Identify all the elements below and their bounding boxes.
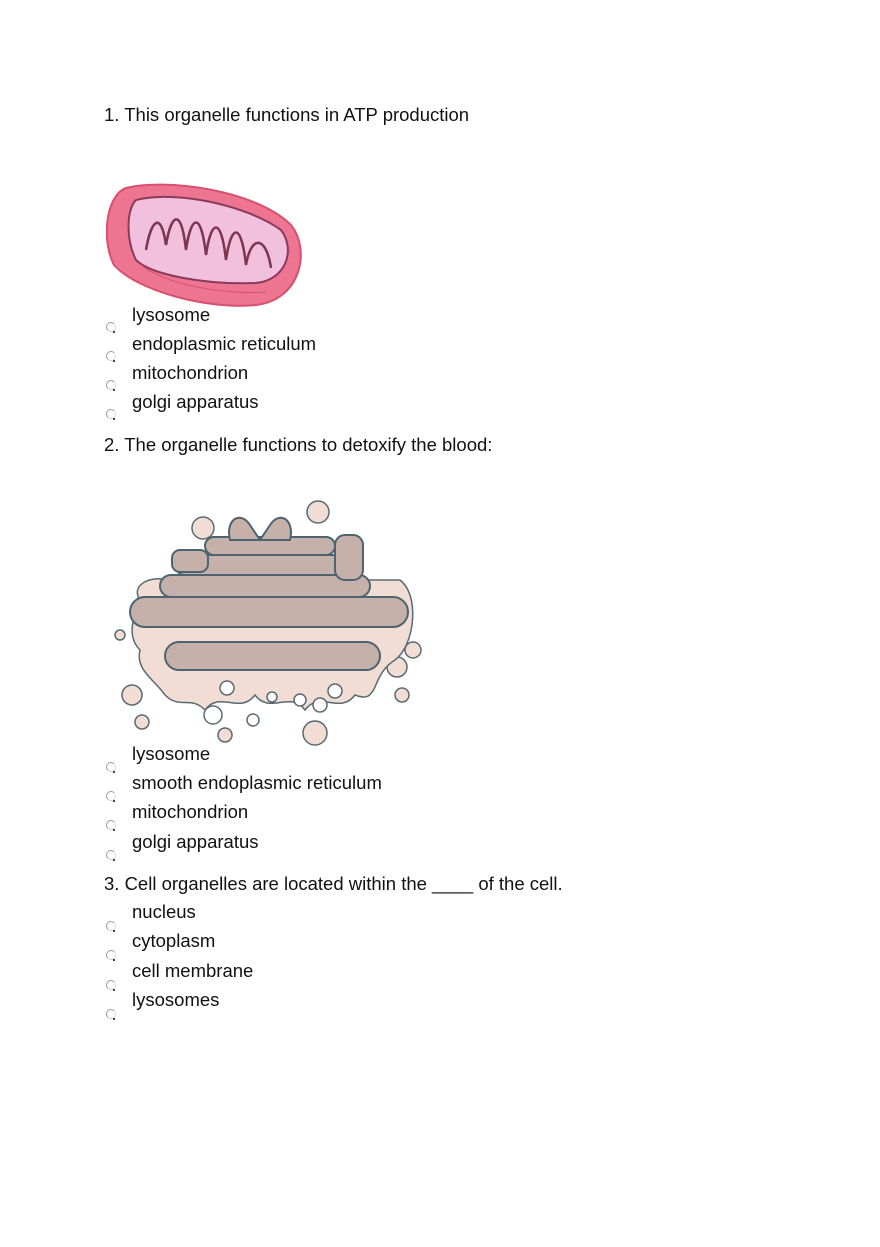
q2-radio-3[interactable] bbox=[106, 820, 116, 830]
question-1-text: 1. This organelle functions in ATP production bbox=[104, 104, 470, 125]
q2-option-mitochondrion: mitochondrion bbox=[132, 801, 249, 822]
q3-radio-3[interactable] bbox=[106, 980, 116, 990]
mitochondrion-image bbox=[106, 180, 306, 310]
q2-radio-4[interactable] bbox=[106, 850, 116, 860]
q2-option-smooth-er: smooth endoplasmic reticulum bbox=[132, 772, 382, 793]
q1-radio-1[interactable] bbox=[106, 322, 116, 332]
q2-option-lysosome: lysosome bbox=[132, 743, 211, 764]
q3-radio-1[interactable] bbox=[106, 921, 116, 931]
q2-radio-2[interactable] bbox=[106, 791, 116, 801]
question-3-text: 3. Cell organelles are located within the ____ of the cell. bbox=[104, 873, 563, 894]
q1-option-endoplasmic-reticulum: endoplasmic reticulum bbox=[132, 333, 317, 354]
q3-option-cytoplasm: cytoplasm bbox=[132, 930, 216, 951]
q1-radio-2[interactable] bbox=[106, 351, 116, 361]
q2-option-golgi-apparatus: golgi apparatus bbox=[132, 831, 259, 852]
golgi-apparatus-image bbox=[110, 495, 430, 750]
q3-option-cell-membrane: cell membrane bbox=[132, 960, 254, 981]
q3-option-nucleus: nucleus bbox=[132, 901, 196, 922]
q1-option-golgi-apparatus: golgi apparatus bbox=[132, 391, 259, 412]
q1-option-mitochondrion: mitochondrion bbox=[132, 362, 249, 383]
q1-option-lysosome: lysosome bbox=[132, 304, 211, 325]
q1-radio-4[interactable] bbox=[106, 409, 116, 419]
q3-radio-4[interactable] bbox=[106, 1009, 116, 1019]
q1-radio-3[interactable] bbox=[106, 380, 116, 390]
question-2-text: 2. The organelle functions to detoxify the blood: bbox=[104, 434, 493, 455]
q2-radio-1[interactable] bbox=[106, 762, 116, 772]
q3-option-lysosomes: lysosomes bbox=[132, 989, 220, 1010]
q3-radio-2[interactable] bbox=[106, 950, 116, 960]
